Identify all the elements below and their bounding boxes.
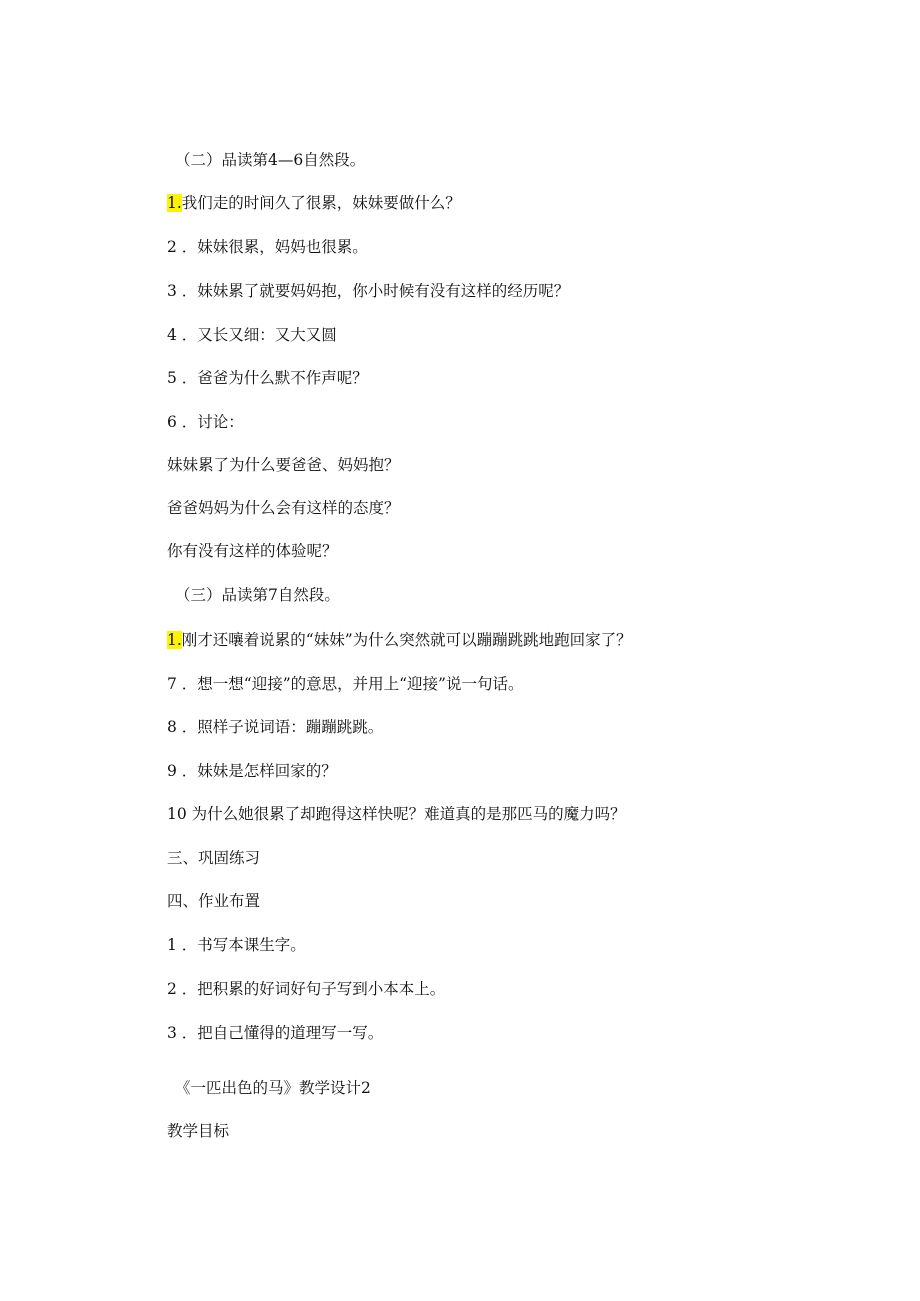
list-item bbox=[167, 717, 383, 737]
section-heading-2 bbox=[175, 150, 365, 170]
line-text: 刚才还嚷着说累的“妹妹”为什么突然就可以蹦蹦跳跳地跑回家了？ bbox=[181, 631, 632, 649]
line-text: 三、巩固练习 bbox=[167, 849, 261, 867]
line-text: （三）品读第7自然段。 bbox=[175, 586, 340, 604]
line-text: 我们走的时间久了很累，妹妹要做什么？ bbox=[181, 194, 461, 212]
section-heading bbox=[167, 1121, 229, 1141]
line-text: 爸爸妈妈为什么会有这样的态度？ bbox=[167, 499, 400, 517]
list-item bbox=[167, 804, 626, 824]
question-item bbox=[167, 193, 461, 213]
section-heading-3 bbox=[175, 585, 340, 605]
paragraph bbox=[167, 498, 400, 518]
list-item bbox=[167, 935, 306, 955]
line-text: 7 ．想一想“迎接”的意思，并用上“迎接”说一句话。 bbox=[167, 675, 524, 693]
line-text: 5 ．爸爸为什么默不作声呢？ bbox=[167, 369, 368, 387]
line-text: 妹妹累了为什么要爸爸、妈妈抱？ bbox=[167, 456, 400, 474]
list-item bbox=[167, 412, 244, 432]
list-item bbox=[167, 325, 337, 345]
line-text: 教学目标 bbox=[167, 1122, 230, 1140]
line-text: 3 ．妹妹累了就要妈妈抱，你小时候有没有这样的经历呢？ bbox=[167, 282, 570, 300]
line-text: （二）品读第4—6自然段。 bbox=[175, 151, 366, 169]
section-heading bbox=[167, 891, 260, 911]
paragraph bbox=[167, 455, 400, 475]
paragraph bbox=[167, 541, 338, 561]
list-item bbox=[167, 368, 368, 388]
section-heading bbox=[167, 848, 260, 868]
line-text: 2 ．把积累的好词好句子写到小本本上。 bbox=[167, 980, 446, 998]
line-text: 6 ．讨论： bbox=[167, 413, 244, 431]
line-text: 9 ．妹妹是怎样回家的？ bbox=[167, 762, 337, 780]
line-text: 四、作业布置 bbox=[167, 892, 261, 910]
highlighted-number: 1. bbox=[167, 194, 182, 212]
list-item bbox=[167, 237, 368, 257]
line-text: 《一匹出色的马》教学设计2 bbox=[175, 1079, 371, 1097]
line-text: 1 ．书写本课生字。 bbox=[167, 936, 306, 954]
line-text: 2 ．妹妹很累，妈妈也很累。 bbox=[167, 238, 368, 256]
list-item bbox=[167, 674, 524, 694]
highlighted-number: 1. bbox=[167, 631, 182, 649]
document-title bbox=[175, 1078, 371, 1098]
line-text: 4 ．又长又细：又大又圆 bbox=[167, 326, 337, 344]
line-text: 3 ．把自己懂得的道理写一写。 bbox=[167, 1024, 384, 1042]
list-item bbox=[167, 761, 337, 781]
list-item bbox=[167, 1023, 383, 1043]
list-item bbox=[167, 979, 445, 999]
line-text: 你有没有这样的体验呢？ bbox=[167, 542, 338, 560]
list-item bbox=[167, 281, 569, 301]
question-item bbox=[167, 630, 632, 650]
line-text: 10 为什么她很累了却跑得这样快呢？难道真的是那匹马的魔力吗？ bbox=[167, 805, 626, 823]
line-text: 8 ．照样子说词语：蹦蹦跳跳。 bbox=[167, 718, 384, 736]
